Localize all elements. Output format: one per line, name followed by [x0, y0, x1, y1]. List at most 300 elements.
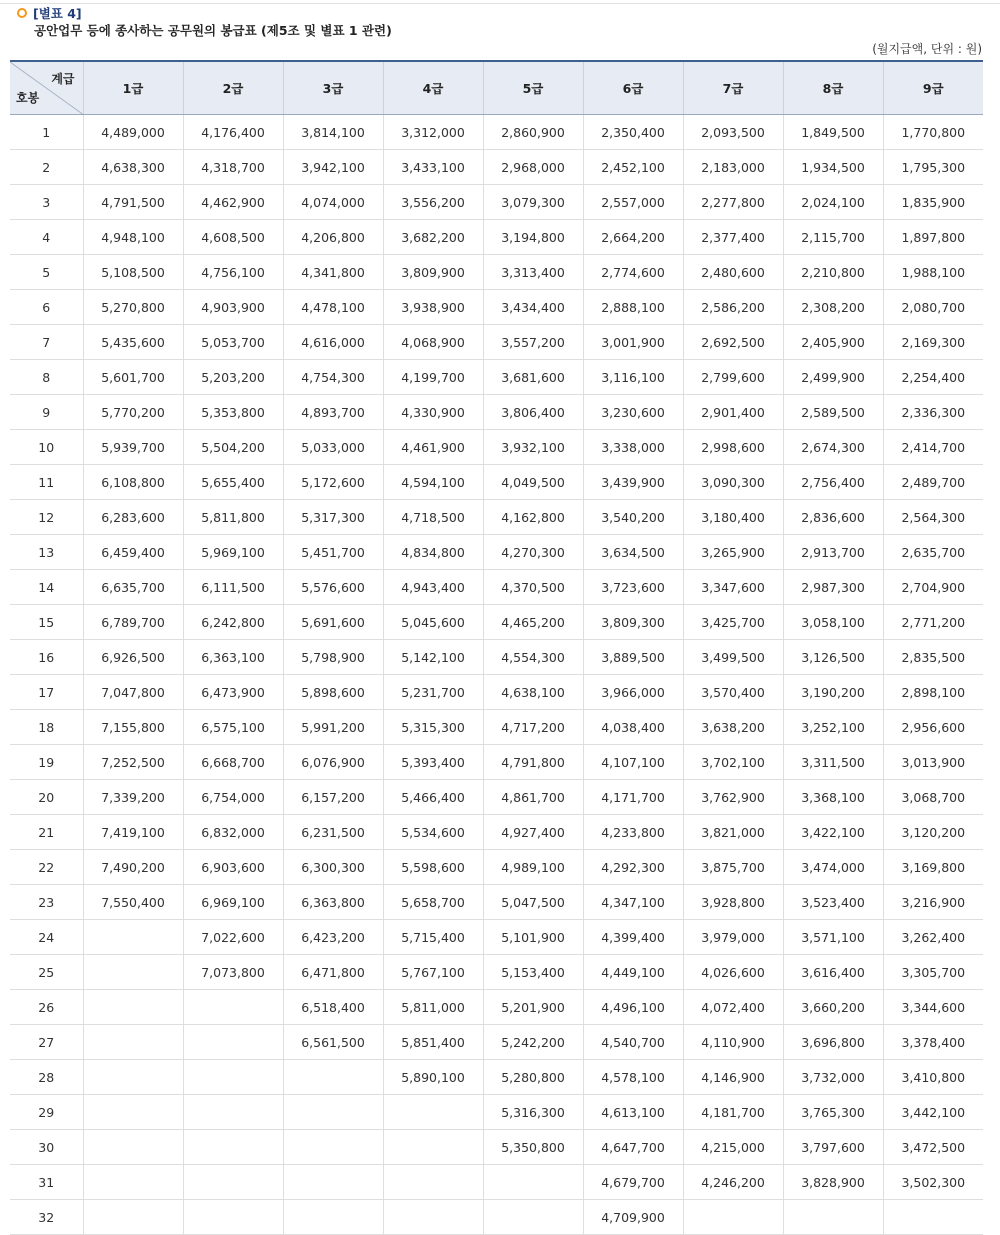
salary-cell: 4,608,500	[183, 220, 283, 255]
table-tag	[17, 4, 82, 22]
salary-cell: 5,316,300	[483, 1095, 583, 1130]
salary-cell: 3,616,400	[783, 955, 883, 990]
salary-cell: 6,561,500	[283, 1025, 383, 1060]
step-number-cell: 19	[10, 745, 83, 780]
salary-cell: 7,339,200	[83, 780, 183, 815]
salary-cell: 3,013,900	[883, 745, 983, 780]
salary-cell: 5,315,300	[383, 710, 483, 745]
salary-cell: 3,502,300	[883, 1165, 983, 1200]
salary-cell: 6,903,600	[183, 850, 283, 885]
salary-cell: 5,939,700	[83, 430, 183, 465]
table-row	[10, 780, 983, 815]
header-row	[10, 61, 983, 115]
salary-cell: 4,616,000	[283, 325, 383, 360]
salary-cell	[383, 1200, 483, 1235]
salary-cell: 4,074,000	[283, 185, 383, 220]
salary-cell: 2,564,300	[883, 500, 983, 535]
salary-cell: 6,473,900	[183, 675, 283, 710]
salary-cell: 3,499,500	[683, 640, 783, 675]
table-row	[10, 640, 983, 675]
salary-cell: 3,230,600	[583, 395, 683, 430]
salary-cell	[83, 955, 183, 990]
salary-cell: 5,451,700	[283, 535, 383, 570]
table-row	[10, 815, 983, 850]
salary-cell: 5,770,200	[83, 395, 183, 430]
salary-cell: 5,353,800	[183, 395, 283, 430]
corner-header-cell	[10, 61, 83, 115]
salary-cell: 4,370,500	[483, 570, 583, 605]
table-row	[10, 185, 983, 220]
salary-cell: 6,754,000	[183, 780, 283, 815]
salary-cell: 3,938,900	[383, 290, 483, 325]
salary-cell: 2,480,600	[683, 255, 783, 290]
salary-cell: 3,797,600	[783, 1130, 883, 1165]
step-number-cell: 22	[10, 850, 83, 885]
salary-cell: 5,898,600	[283, 675, 383, 710]
salary-cell: 1,897,800	[883, 220, 983, 255]
salary-cell: 6,363,800	[283, 885, 383, 920]
salary-cell: 5,047,500	[483, 885, 583, 920]
salary-cell: 5,108,500	[83, 255, 183, 290]
salary-cell	[883, 1200, 983, 1235]
table-row	[10, 955, 983, 990]
salary-cell: 2,956,600	[883, 710, 983, 745]
table-row	[10, 115, 983, 150]
salary-cell: 3,523,400	[783, 885, 883, 920]
salary-cell: 5,576,600	[283, 570, 383, 605]
salary-cell: 4,270,300	[483, 535, 583, 570]
circle-bullet-icon	[17, 8, 27, 18]
step-number-cell: 31	[10, 1165, 83, 1200]
salary-cell	[183, 1200, 283, 1235]
salary-cell: 3,090,300	[683, 465, 783, 500]
step-number-cell: 32	[10, 1200, 83, 1235]
salary-cell: 2,405,900	[783, 325, 883, 360]
salary-cell: 5,691,600	[283, 605, 383, 640]
salary-cell: 4,246,200	[683, 1165, 783, 1200]
salary-cell: 4,927,400	[483, 815, 583, 850]
salary-cell: 5,991,200	[283, 710, 383, 745]
salary-cell: 6,157,200	[283, 780, 383, 815]
table-row	[10, 150, 983, 185]
salary-cell: 2,489,700	[883, 465, 983, 500]
table-row	[10, 1025, 983, 1060]
salary-cell: 3,571,100	[783, 920, 883, 955]
step-number-cell: 21	[10, 815, 83, 850]
table-row	[10, 920, 983, 955]
salary-cell: 4,754,300	[283, 360, 383, 395]
salary-cell: 4,461,900	[383, 430, 483, 465]
salary-cell: 4,903,900	[183, 290, 283, 325]
salary-cell: 3,252,100	[783, 710, 883, 745]
salary-cell: 5,280,800	[483, 1060, 583, 1095]
salary-cell: 5,534,600	[383, 815, 483, 850]
salary-cell: 5,851,400	[383, 1025, 483, 1060]
salary-cell: 4,791,500	[83, 185, 183, 220]
step-number-cell: 7	[10, 325, 83, 360]
salary-cell: 1,835,900	[883, 185, 983, 220]
salary-cell: 3,570,400	[683, 675, 783, 710]
column-header-grade-3: 3급	[283, 61, 383, 115]
table-row	[10, 220, 983, 255]
salary-cell: 6,575,100	[183, 710, 283, 745]
salary-cell	[83, 1095, 183, 1130]
salary-cell	[83, 1130, 183, 1165]
salary-cell: 3,079,300	[483, 185, 583, 220]
salary-cell: 4,347,100	[583, 885, 683, 920]
salary-cell: 3,216,900	[883, 885, 983, 920]
salary-cell	[283, 1165, 383, 1200]
salary-cell: 5,053,700	[183, 325, 283, 360]
salary-cell: 7,022,600	[183, 920, 283, 955]
salary-cell: 4,465,200	[483, 605, 583, 640]
salary-cell: 2,277,800	[683, 185, 783, 220]
salary-cell: 5,655,400	[183, 465, 283, 500]
salary-cell: 2,860,900	[483, 115, 583, 150]
step-number-cell: 6	[10, 290, 83, 325]
step-number-cell: 15	[10, 605, 83, 640]
salary-cell: 3,557,200	[483, 325, 583, 360]
salary-cell: 2,080,700	[883, 290, 983, 325]
corner-label-grade: 계급	[51, 72, 75, 86]
table-row	[10, 325, 983, 360]
salary-cell: 4,613,100	[583, 1095, 683, 1130]
salary-cell: 3,344,600	[883, 990, 983, 1025]
corner-label-step: 호봉	[16, 91, 40, 105]
column-header-grade-8: 8급	[783, 61, 883, 115]
table-row	[10, 290, 983, 325]
salary-cell: 2,998,600	[683, 430, 783, 465]
salary-cell: 2,414,700	[883, 430, 983, 465]
salary-cell: 2,589,500	[783, 395, 883, 430]
salary-cell: 4,496,100	[583, 990, 683, 1025]
salary-cell: 7,155,800	[83, 710, 183, 745]
salary-cell: 2,115,700	[783, 220, 883, 255]
salary-cell: 7,490,200	[83, 850, 183, 885]
salary-cell: 3,889,500	[583, 640, 683, 675]
salary-cell: 3,169,800	[883, 850, 983, 885]
table-body	[10, 115, 983, 1235]
salary-cell: 6,076,900	[283, 745, 383, 780]
salary-cell: 6,242,800	[183, 605, 283, 640]
salary-cell: 4,206,800	[283, 220, 383, 255]
salary-cell: 4,943,400	[383, 570, 483, 605]
salary-cell: 5,317,300	[283, 500, 383, 535]
salary-cell: 3,442,100	[883, 1095, 983, 1130]
salary-cell	[483, 1165, 583, 1200]
salary-cell: 3,979,000	[683, 920, 783, 955]
salary-cell: 6,926,500	[83, 640, 183, 675]
step-number-cell: 9	[10, 395, 83, 430]
table-row	[10, 535, 983, 570]
salary-cell: 3,723,600	[583, 570, 683, 605]
salary-cell: 3,262,400	[883, 920, 983, 955]
salary-cell: 4,478,100	[283, 290, 383, 325]
salary-cell: 3,312,000	[383, 115, 483, 150]
step-number-cell: 20	[10, 780, 83, 815]
salary-cell: 5,466,400	[383, 780, 483, 815]
salary-cell: 6,471,800	[283, 955, 383, 990]
salary-cell	[183, 990, 283, 1025]
table-row	[10, 1095, 983, 1130]
salary-cell: 4,049,500	[483, 465, 583, 500]
column-header-grade-4: 4급	[383, 61, 483, 115]
salary-cell: 3,311,500	[783, 745, 883, 780]
salary-cell: 5,798,900	[283, 640, 383, 675]
salary-cell: 3,116,100	[583, 360, 683, 395]
salary-cell: 6,459,400	[83, 535, 183, 570]
salary-cell: 7,073,800	[183, 955, 283, 990]
salary-cell	[283, 1130, 383, 1165]
salary-cell: 5,435,600	[83, 325, 183, 360]
salary-cell: 1,770,800	[883, 115, 983, 150]
salary-cell: 3,540,200	[583, 500, 683, 535]
step-number-cell: 28	[10, 1060, 83, 1095]
salary-cell: 7,252,500	[83, 745, 183, 780]
salary-cell: 2,350,400	[583, 115, 683, 150]
salary-cell: 3,875,700	[683, 850, 783, 885]
salary-cell: 4,679,700	[583, 1165, 683, 1200]
salary-cell: 2,183,000	[683, 150, 783, 185]
step-number-cell: 5	[10, 255, 83, 290]
salary-cell: 3,638,200	[683, 710, 783, 745]
salary-cell: 5,270,800	[83, 290, 183, 325]
salary-cell: 4,948,100	[83, 220, 183, 255]
salary-cell: 3,702,100	[683, 745, 783, 780]
salary-cell: 4,068,900	[383, 325, 483, 360]
salary-cell: 3,378,400	[883, 1025, 983, 1060]
salary-cell: 4,215,000	[683, 1130, 783, 1165]
salary-cell	[383, 1095, 483, 1130]
step-number-cell: 29	[10, 1095, 83, 1130]
salary-cell: 2,499,900	[783, 360, 883, 395]
salary-cell: 3,966,000	[583, 675, 683, 710]
salary-cell: 4,893,700	[283, 395, 383, 430]
step-number-cell: 12	[10, 500, 83, 535]
salary-cell: 2,169,300	[883, 325, 983, 360]
table-row	[10, 255, 983, 290]
salary-cell: 2,254,400	[883, 360, 983, 395]
table-row	[10, 1165, 983, 1200]
salary-cell: 3,439,900	[583, 465, 683, 500]
salary-cell: 3,660,200	[783, 990, 883, 1025]
salary-cell: 3,634,500	[583, 535, 683, 570]
salary-cell: 6,300,300	[283, 850, 383, 885]
salary-cell: 3,058,100	[783, 605, 883, 640]
salary-cell: 5,601,700	[83, 360, 183, 395]
salary-cell: 5,658,700	[383, 885, 483, 920]
salary-cell: 2,704,900	[883, 570, 983, 605]
salary-cell: 4,181,700	[683, 1095, 783, 1130]
salary-cell: 4,578,100	[583, 1060, 683, 1095]
salary-cell: 3,732,000	[783, 1060, 883, 1095]
column-header-grade-5: 5급	[483, 61, 583, 115]
step-number-cell: 23	[10, 885, 83, 920]
salary-cell: 3,425,700	[683, 605, 783, 640]
salary-cell	[683, 1200, 783, 1235]
salary-cell: 4,233,800	[583, 815, 683, 850]
salary-cell: 4,489,000	[83, 115, 183, 150]
salary-cell: 2,836,600	[783, 500, 883, 535]
salary-cell: 3,682,200	[383, 220, 483, 255]
salary-cell: 4,038,400	[583, 710, 683, 745]
step-number-cell: 26	[10, 990, 83, 1025]
column-header-grade-6: 6급	[583, 61, 683, 115]
salary-cell: 4,449,100	[583, 955, 683, 990]
salary-cell: 4,989,100	[483, 850, 583, 885]
salary-cell: 5,504,200	[183, 430, 283, 465]
salary-cell: 2,898,100	[883, 675, 983, 710]
step-number-cell: 8	[10, 360, 83, 395]
salary-cell: 3,681,600	[483, 360, 583, 395]
salary-cell	[183, 1025, 283, 1060]
salary-cell: 3,696,800	[783, 1025, 883, 1060]
salary-cell: 6,832,000	[183, 815, 283, 850]
salary-cell: 3,474,000	[783, 850, 883, 885]
table-row	[10, 395, 983, 430]
salary-cell: 2,635,700	[883, 535, 983, 570]
salary-cell: 4,756,100	[183, 255, 283, 290]
salary-cell: 2,093,500	[683, 115, 783, 150]
salary-cell: 3,942,100	[283, 150, 383, 185]
salary-cell: 4,026,600	[683, 955, 783, 990]
salary-cell: 5,393,400	[383, 745, 483, 780]
salary-cell: 2,210,800	[783, 255, 883, 290]
table-row	[10, 500, 983, 535]
salary-cell: 5,231,700	[383, 675, 483, 710]
salary-cell: 4,718,500	[383, 500, 483, 535]
salary-cell: 2,586,200	[683, 290, 783, 325]
salary-cell	[83, 1060, 183, 1095]
salary-cell	[283, 1060, 383, 1095]
salary-cell: 3,765,300	[783, 1095, 883, 1130]
table-row	[10, 745, 983, 780]
step-number-cell: 14	[10, 570, 83, 605]
salary-cell: 4,176,400	[183, 115, 283, 150]
salary-cell: 4,341,800	[283, 255, 383, 290]
salary-cell: 4,834,800	[383, 535, 483, 570]
salary-cell: 4,399,400	[583, 920, 683, 955]
salary-cell: 2,968,000	[483, 150, 583, 185]
salary-cell: 4,292,300	[583, 850, 683, 885]
salary-cell: 4,318,700	[183, 150, 283, 185]
salary-cell: 2,987,300	[783, 570, 883, 605]
page-title: 공안업무 등에 종사하는 공무원의 봉급표 (제5조 및 별표 1 관련)	[34, 23, 392, 38]
salary-cell: 3,433,100	[383, 150, 483, 185]
step-number-cell: 24	[10, 920, 83, 955]
salary-cell: 5,767,100	[383, 955, 483, 990]
salary-cell: 4,861,700	[483, 780, 583, 815]
salary-cell: 6,668,700	[183, 745, 283, 780]
salary-cell: 2,664,200	[583, 220, 683, 255]
salary-cell: 3,126,500	[783, 640, 883, 675]
salary-cell	[783, 1200, 883, 1235]
table-row	[10, 430, 983, 465]
salary-cell: 1,795,300	[883, 150, 983, 185]
salary-cell: 5,811,800	[183, 500, 283, 535]
salary-cell: 3,809,900	[383, 255, 483, 290]
salary-cell: 2,888,100	[583, 290, 683, 325]
salary-cell: 5,033,000	[283, 430, 383, 465]
salary-cell	[383, 1165, 483, 1200]
salary-cell: 2,557,000	[583, 185, 683, 220]
salary-cell: 5,172,600	[283, 465, 383, 500]
salary-cell: 4,594,100	[383, 465, 483, 500]
table-row	[10, 570, 983, 605]
step-number-cell: 16	[10, 640, 83, 675]
salary-cell: 1,988,100	[883, 255, 983, 290]
salary-cell: 4,717,200	[483, 710, 583, 745]
table-row	[10, 850, 983, 885]
step-number-cell: 18	[10, 710, 83, 745]
salary-cell: 3,928,800	[683, 885, 783, 920]
salary-cell: 1,934,500	[783, 150, 883, 185]
salary-cell: 3,120,200	[883, 815, 983, 850]
salary-cell: 3,410,800	[883, 1060, 983, 1095]
salary-cell: 5,142,100	[383, 640, 483, 675]
table-row	[10, 605, 983, 640]
salary-cell: 5,969,100	[183, 535, 283, 570]
salary-cell: 4,072,400	[683, 990, 783, 1025]
step-number-cell: 2	[10, 150, 83, 185]
salary-cell	[83, 1025, 183, 1060]
step-number-cell: 11	[10, 465, 83, 500]
table-row	[10, 1130, 983, 1165]
salary-cell: 5,153,400	[483, 955, 583, 990]
salary-cell: 3,556,200	[383, 185, 483, 220]
column-header-grade-7: 7급	[683, 61, 783, 115]
salary-cell: 2,774,600	[583, 255, 683, 290]
salary-cell: 7,047,800	[83, 675, 183, 710]
salary-cell: 4,791,800	[483, 745, 583, 780]
salary-cell: 6,111,500	[183, 570, 283, 605]
step-number-cell: 1	[10, 115, 83, 150]
step-number-cell: 30	[10, 1130, 83, 1165]
top-divider	[0, 3, 1000, 4]
salary-cell: 6,231,500	[283, 815, 383, 850]
salary-cell: 2,674,300	[783, 430, 883, 465]
salary-cell: 3,434,400	[483, 290, 583, 325]
salary-cell: 3,313,400	[483, 255, 583, 290]
salary-cell: 4,540,700	[583, 1025, 683, 1060]
table-row	[10, 360, 983, 395]
table-row	[10, 1200, 983, 1235]
salary-cell: 3,472,500	[883, 1130, 983, 1165]
table-row	[10, 675, 983, 710]
salary-cell: 6,635,700	[83, 570, 183, 605]
salary-table	[10, 60, 983, 1235]
step-number-cell: 13	[10, 535, 83, 570]
salary-cell: 2,024,100	[783, 185, 883, 220]
step-number-cell: 3	[10, 185, 83, 220]
salary-cell: 2,692,500	[683, 325, 783, 360]
salary-cell: 4,638,300	[83, 150, 183, 185]
salary-cell	[383, 1130, 483, 1165]
salary-cell: 3,068,700	[883, 780, 983, 815]
salary-cell: 4,146,900	[683, 1060, 783, 1095]
salary-cell: 2,336,300	[883, 395, 983, 430]
salary-cell: 1,849,500	[783, 115, 883, 150]
salary-cell: 4,330,900	[383, 395, 483, 430]
salary-cell: 4,110,900	[683, 1025, 783, 1060]
salary-cell: 5,715,400	[383, 920, 483, 955]
step-number-cell: 25	[10, 955, 83, 990]
salary-cell: 5,890,100	[383, 1060, 483, 1095]
salary-cell: 3,265,900	[683, 535, 783, 570]
salary-cell	[283, 1200, 383, 1235]
salary-cell: 3,368,100	[783, 780, 883, 815]
salary-cell: 4,638,100	[483, 675, 583, 710]
